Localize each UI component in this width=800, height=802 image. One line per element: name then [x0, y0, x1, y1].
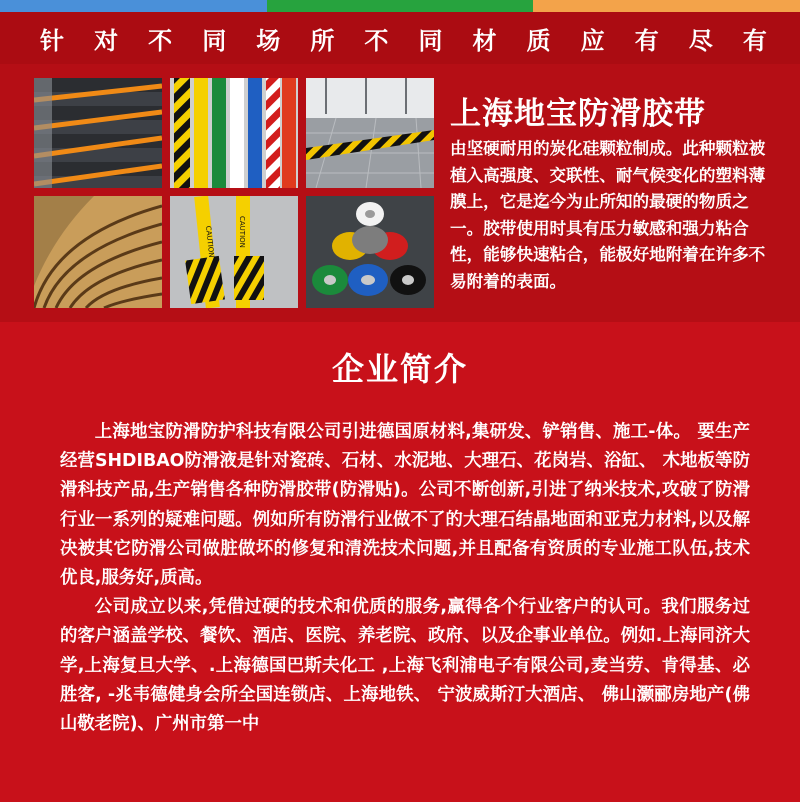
slogan-char: 有 [742, 26, 768, 55]
spiral-stairs-photo [34, 196, 162, 308]
product-title: 上海地宝防滑胶带 [450, 96, 706, 132]
intro-paragraph: 上海地宝防滑防护科技有限公司引进德国原材料,集研发、铲销售、施工-体。 要生产经营SHDIBAO防滑液是针对瓷砖、石材、水泥地、大理石、花岗岩、浴缸、 木地板等防滑科技产品,生产销售各种防滑胶带(防滑贴)。公司不断创新,引进了纳米技术,攻破了防滑行业一系列的疑难问题。例如所有防滑行业做不了的大理石结晶地面和亚克力材料,以及解决被其它防滑公司做脏做坏的修复和清洗技术问题,并且配备有资质的专业施工队伍,技术优良,服务好,质高。 [60, 422, 750, 589]
floor-tape-photo [306, 78, 434, 188]
slogan-char: 不 [364, 26, 390, 55]
hazard-tapes-photo [170, 78, 298, 188]
slogan-char: 同 [418, 26, 444, 55]
slogan-char: 应 [580, 26, 606, 55]
svg-text:CAUTION: CAUTION [204, 225, 216, 258]
stairs-photo [34, 78, 162, 188]
svg-text:CAUTION: CAUTION [238, 216, 246, 248]
intro-paragraph: 公司成立以来,凭借过硬的技术和优质的服务,赢得各个行业客户的认可。我们服务过的客户涵盖学校、餐饮、酒店、医院、养老院、政府、以及企事业单位。例如.上海同济大学,上海复旦大学、.上海德国巴斯夫化工 ,上海飞利浦电子有限公司,麦当劳、肯得基、必胜客, -兆韦德健身会所全国连锁店、上海地铁、 宁波威斯汀大酒店、 佛山灏郦房地产(佛山敬老院)、广州市第一中 [60, 597, 750, 735]
slogan-char: 对 [94, 26, 120, 55]
slogan-char: 同 [202, 26, 228, 55]
tape-rolls-floor-photo [170, 196, 298, 308]
slogan-banner [0, 12, 800, 64]
color-block-green [267, 0, 534, 12]
section-title: 企业简介 [331, 350, 468, 388]
slogan-char: 所 [310, 26, 336, 55]
slogan-char: 材 [472, 26, 498, 55]
company-intro [60, 418, 750, 739]
color-block-blue [0, 0, 267, 12]
slogan-char: 针 [40, 26, 65, 55]
color-block-orange [533, 0, 800, 12]
color-rolls-photo [306, 196, 434, 308]
slogan-char: 场 [256, 26, 282, 55]
slogan-char: 不 [148, 26, 174, 55]
slogan-char: 质 [526, 26, 552, 55]
product-photo-grid [34, 78, 434, 310]
product-description: 由坚硬耐用的炭化硅颗粒制成。此种颗粒被植入高强度、交联性、耐气候变化的塑料薄膜上，它是迄今为止所知的最硬的物质之一。胶带使用时具有压力敏感和强力粘合性，能够快速粘合，能极好地附着在许多不易附着的表面。 [450, 139, 766, 291]
slogan-char: 有 [634, 26, 660, 55]
slogan-char: 尽 [688, 26, 714, 55]
top-color-strip [0, 0, 800, 12]
